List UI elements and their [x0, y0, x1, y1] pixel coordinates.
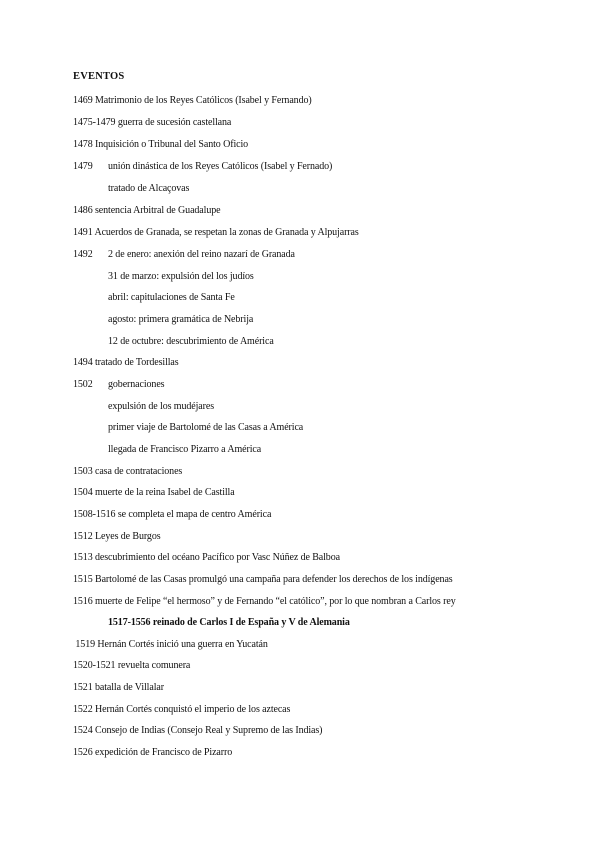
event-line: 1508-1516 se completa el mapa de centro América — [73, 509, 272, 520]
event-line: 1515 Bartolomé de las Casas promulgó una campaña para defender los derechos de los indígenas — [73, 574, 453, 585]
event-line: expulsión de los mudéjares — [108, 401, 214, 412]
event-line: 12 de octubre: descubrimiento de América — [108, 336, 274, 347]
event-line: primer viaje de Bartolomé de las Casas a América — [108, 422, 304, 433]
event-line: 1513 descubrimiento del océano Pacífico por Vasc Núñez de Balboa — [73, 552, 340, 563]
event-line: 1479 unión dinástica de los Reyes Católicos (Isabel y Fernado) — [73, 161, 333, 172]
event-line: 1494 tratado de Tordesillas — [73, 357, 179, 368]
event-line: 1526 expedición de Francisco de Pizarro — [73, 747, 233, 758]
event-line: 1519 Hernán Cortés inició una guerra en Yucatán — [73, 639, 268, 650]
event-line: 1520-1521 revuelta comunera — [73, 660, 191, 671]
event-line: 1524 Consejo de Indias (Consejo Real y Supremo de las Indias) — [73, 725, 323, 736]
event-line: 31 de marzo: expulsión del los judíos — [108, 271, 254, 282]
page-heading: EVENTOS — [73, 71, 125, 82]
event-line: 1502 gobernaciones — [73, 379, 165, 390]
event-line: tratado de Alcaçovas — [108, 183, 190, 194]
event-line: 1522 Hernán Cortés conquistó el imperio de los aztecas — [73, 704, 291, 715]
event-line: 1469 Matrimonio de los Reyes Católicos (Isabel y Fernando) — [73, 95, 312, 106]
event-line: 1516 muerte de Felipe “el hermoso” y de Fernando “el católico”, por lo que nombran a Carlos rey — [73, 596, 456, 607]
event-line: 1503 casa de contrataciones — [73, 466, 183, 477]
event-line: 1478 Inquisición o Tribunal del Santo Oficio — [73, 139, 249, 150]
event-line-bold: 1517-1556 reinado de Carlos I de España y V de Alemania — [108, 617, 350, 628]
event-line: 1491 Acuerdos de Granada, se respetan la zonas de Granada y Alpujarras — [73, 227, 359, 238]
event-line: abril: capitulaciones de Santa Fe — [108, 292, 235, 303]
event-line: 1492 2 de enero: anexión del reino nazarí de Granada — [73, 249, 295, 260]
event-line: 1504 muerte de la reina Isabel de Castilla — [73, 487, 235, 498]
event-line: llegada de Francisco Pizarro a América — [108, 444, 262, 455]
event-line: 1521 batalla de Villalar — [73, 682, 164, 693]
event-line: 1486 sentencia Arbitral de Guadalupe — [73, 205, 221, 216]
event-line: 1475-1479 guerra de sucesión castellana — [73, 117, 232, 128]
event-line: agosto: primera gramática de Nebrija — [108, 314, 254, 325]
event-line: 1512 Leyes de Burgos — [73, 531, 161, 542]
